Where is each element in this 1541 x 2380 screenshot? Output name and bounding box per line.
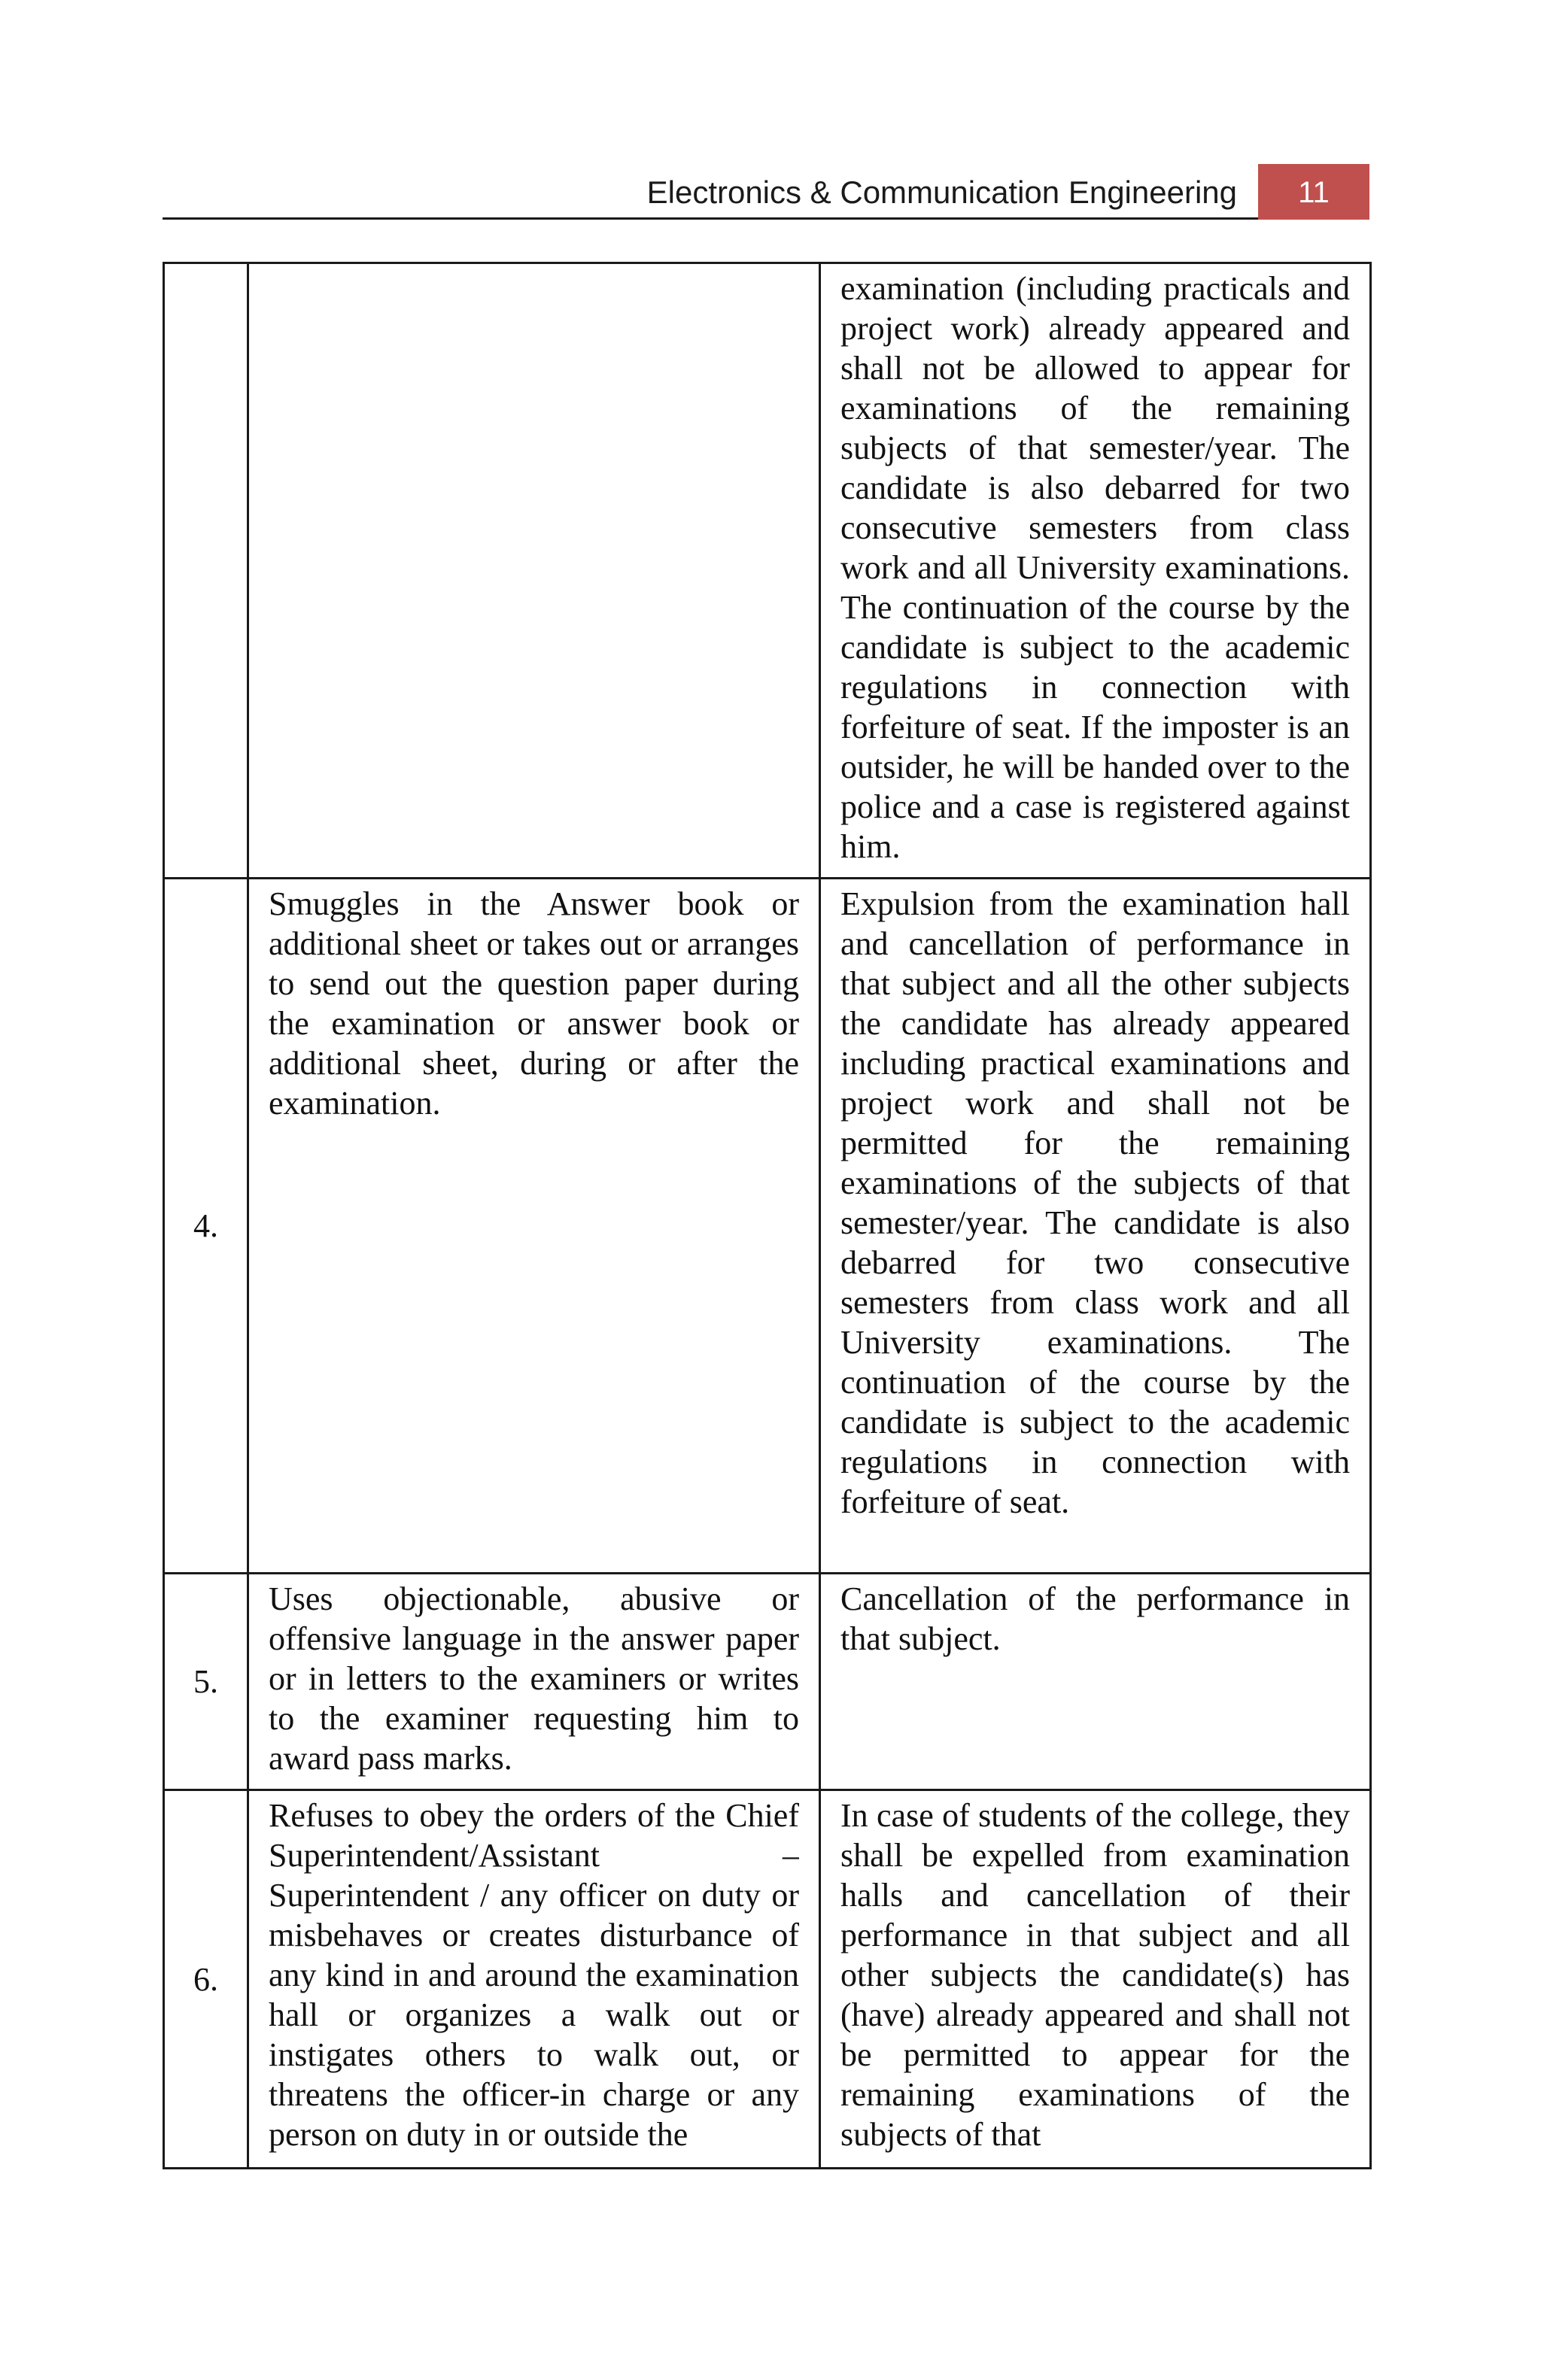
punishment-cell: examination (including practicals and project work) already appeared and shall not be allowed to appear for examinations of the remaining subjects of that semester/year. The candidate is also debarred for two consecutive semesters from class work and all University examinations. The continuation of the course by the candidate is subject to the academic regulations in connection with forfeiture of seat. If the imposter is an outsider, he will be handed over to the police and a case is registered against him.	[820, 263, 1371, 879]
offence-cell	[248, 1790, 820, 2169]
punishment-cell: Expulsion from the examination hall and cancellation of performance in that subject and all the other subjects the candidate has already appeared including practical examinations and project work and shall not be permitted for the remaining examinations of the subjects of that semester/year. The candidate is also debarred for two consecutive semesters from class work and all University examinations. The continuation of the course by the candidate is subject to the academic regulations in connection with forfeiture of seat.	[820, 879, 1371, 1574]
page-header	[163, 162, 1369, 220]
offence-cell	[248, 263, 820, 879]
serial-number-cell: 5.	[164, 1574, 248, 1790]
page-number: 11	[1298, 176, 1330, 209]
serial-number-cell	[164, 263, 248, 879]
offence-text: Refuses to obey the orders of the Chief Superintendent/Assistant – Superintendent / any officer on duty or misbehaves or creates disturbance of any kind in and around the examination hall or organizes a walk out or instigates others to walk out, or threatens the officer-in charge or any person on duty in or outside the	[269, 1797, 799, 2153]
punishment-text: In case of students of the college, they shall be expelled from examination halls and cancellation of their performance in that subject and all other subjects the candidate(s) has (have) already appeared and shall not be permitted to appear for the remaining examinations of the subjects of that	[840, 1797, 1350, 2153]
malpractice-rules-table	[163, 262, 1372, 2169]
punishment-cell: Cancellation of the performance in that subject.	[820, 1574, 1371, 1790]
header-title: Electronics & Communication Engineering	[646, 175, 1237, 210]
table-row	[164, 1790, 1371, 2169]
serial-number-cell: 4.	[164, 879, 248, 1574]
table-row	[164, 1574, 1371, 1790]
serial-number-cell: 6.	[164, 1790, 248, 2169]
table-row	[164, 879, 1371, 1574]
page-number-box	[1258, 164, 1369, 220]
offence-cell: Uses objectionable, abusive or offensive language in the answer paper or in letters to the examiners or writes to the examiner requesting him to award pass marks.	[248, 1574, 820, 1790]
offence-cell: Smuggles in the Answer book or additional sheet or takes out or arranges to send out the question paper during the examination or answer book or additional sheet, during or after the examination.	[248, 879, 820, 1574]
punishment-cell	[820, 1790, 1371, 2169]
table-row	[164, 263, 1371, 879]
